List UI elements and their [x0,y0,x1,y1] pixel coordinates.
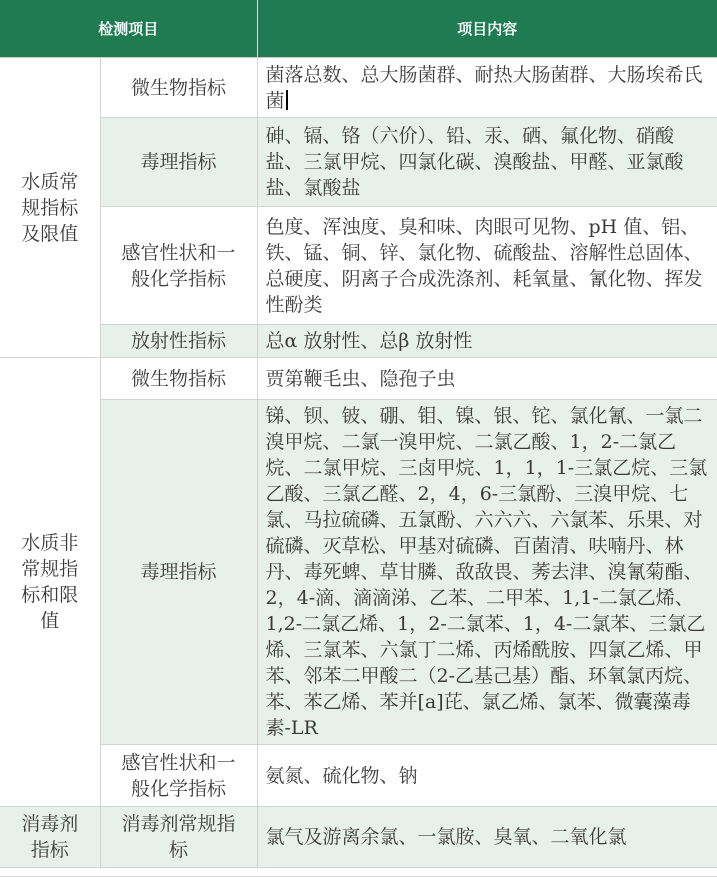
content-text: 砷、镉、铬（六价）、铅、汞、硒、氟化物、硝酸盐、三氯甲烷、四氯化碳、溴酸盐、甲醛、亚氯酸盐、氯酸盐 [265,125,684,199]
category-label: 微生物指标 [131,76,227,99]
content-cell-microbial[interactable] [257,58,717,118]
content-cell-sensory-chemical-2[interactable] [257,745,717,807]
table-row [0,58,717,118]
category-cell-toxicological[interactable] [100,118,257,207]
category-label: 放射性指标 [131,330,227,352]
page-background-strip [0,868,717,876]
content-cell-disinfectant-regular[interactable] [257,807,717,868]
group-cell-nonregular-indicators[interactable] [0,358,100,807]
group-cell-disinfectant[interactable] [0,807,100,868]
table-row [0,745,717,807]
content-text: 氯气及游离余氯、一氯胺、臭氧、二氧化氯 [265,826,627,848]
header-cell-testing-items[interactable] [0,0,257,58]
table-row [0,358,717,400]
content-text: 氨氮、硫化物、钠 [265,764,418,787]
header-label-item-content: 项目内容 [457,19,518,38]
content-cell-toxicological-2[interactable] [257,400,717,745]
content-text: 菌落总数、总大肠菌群、耐热大肠菌群、大肠埃希氏菌 [265,63,703,112]
table-row [0,807,717,868]
group-label: 水质非常规指标和限值 [21,532,79,632]
category-cell-disinfectant-regular[interactable] [100,807,257,868]
content-cell-toxicological[interactable] [257,118,717,207]
category-cell-sensory-chemical[interactable] [100,207,257,325]
category-cell-microbial[interactable] [100,58,257,118]
group-label: 消毒剂指标 [21,813,79,861]
table-row [0,118,717,207]
content-text: 总α 放射性、总β 放射性 [265,330,473,352]
group-cell-regular-indicators[interactable] [0,58,100,358]
category-label: 毒理指标 [140,151,217,173]
group-label: 水质常规指标及限值 [21,170,79,245]
table-header-row [0,0,717,58]
table-row [0,207,717,325]
category-cell-sensory-chemical-2[interactable] [100,745,257,807]
header-cell-item-content[interactable] [257,0,717,58]
category-label: 感官性状和一般化学指标 [121,751,236,800]
table-row [0,400,717,745]
header-label-testing-items: 检测项目 [98,19,159,38]
text-caret [286,90,288,110]
content-text: 色度、浑浊度、臭和味、肉眼可见物、pH 值、铝、铁、锰、铜、锌、氯化物、硫酸盐、溶解性总固体、总硬度、阴离子合成洗涤剂、耗氧量、氰化物、挥发性酚类 [265,215,703,316]
content-cell-radioactivity[interactable] [257,325,717,358]
table-row [0,325,717,358]
content-text: 锑、钡、铍、硼、钼、镍、银、铊、氯化氰、一氯二溴甲烷、二氯一溴甲烷、二氯乙酸、1，2-二氯乙烷、二氯甲烷、三卤甲烷、1，1，1-三氯乙烷、三氯乙酸、三氯乙醛、2，4，6-三氯酚、三溴甲烷、七氯、马拉硫磷、五氯酚、六六六、六氯苯、乐果、对硫磷、灭草松、甲基对硫磷、百菌清、呋喃丹、林丹、毒死蜱、草甘膦、敌敌畏、莠去津、溴氰菊酯、2，4-滴、滴滴涕、乙苯、二甲苯、1,1-二氯乙烯、1,2-二氯乙烯、1，2-二氯苯、1，4-二氯苯、三氯乙烯、三氯苯、六氯丁二烯、丙烯酰胺、四氯乙烯、甲苯、邻苯二甲酸二（2-乙基己基）酯、环氧氯丙烷、苯、苯乙烯、苯并[a]芘、氯乙烯、氯苯、微囊藻毒素-LR [265,405,708,739]
category-cell-toxicological-2[interactable] [100,400,257,745]
content-text: 贾第鞭毛虫、隐孢子虫 [265,367,456,390]
category-label: 感官性状和一般化学指标 [121,241,236,290]
content-cell-microbial-2[interactable] [257,358,717,400]
category-label: 微生物指标 [131,367,227,390]
category-label: 毒理指标 [140,561,217,583]
category-cell-microbial-2[interactable] [100,358,257,400]
content-cell-sensory-chemical[interactable] [257,207,717,325]
category-cell-radioactivity[interactable] [100,325,257,358]
category-label: 消毒剂常规指标 [121,813,236,861]
